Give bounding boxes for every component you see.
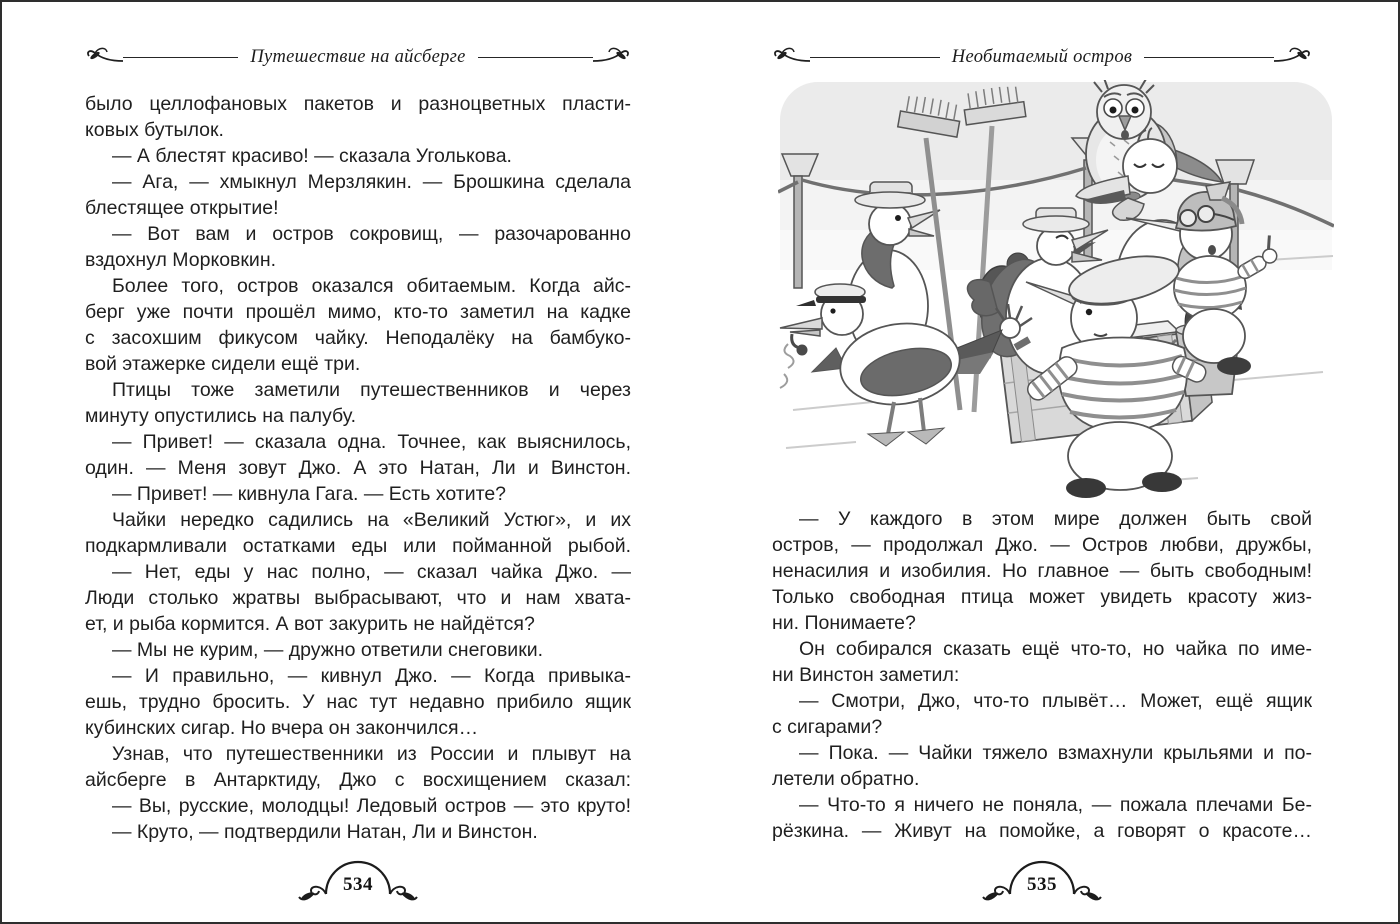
text-line: с засохшим фикусом чайку. Неподалёку на бамбуко- [85, 327, 631, 349]
text-line: — Круто, — подтвердили Натан, Ли и Винстон. [112, 821, 538, 843]
text-line: Чайки нередко садились на «Великий Устюг», и их [112, 509, 631, 531]
right-running-head [772, 46, 1312, 68]
text-line: Он собирался сказать ещё что-то, но чайка по име- [799, 638, 1312, 660]
text-line: Птицы тоже заметили путешественников и через [112, 379, 631, 401]
header-rule [1144, 57, 1274, 58]
right-page [772, 0, 1312, 924]
text-line: — Привет! — сказала одна. Точнее, как выяснилось, [112, 431, 631, 453]
text-line: — Ага, — хмыкнул Мерзлякин. — Брошкина сделала [112, 171, 631, 193]
text-line: берг уже почти прошёл мимо, кто-то заметил на кадке [85, 301, 631, 323]
text-line: минуту опустились на палубу. [85, 405, 356, 427]
text-line: ненасилия и изобилия. Но главное — быть свободным! [772, 560, 1312, 582]
text-line: остров, — продолжал Джо. — Остров любви, дружбы, [772, 534, 1312, 556]
text-line: — Нет, еды у нас полно, — сказал чайка Джо. — [112, 561, 631, 583]
right-page-number: 535 [1027, 874, 1057, 895]
text-line: айсберге в Антарктиду, Джо с восхищением сказал: [85, 769, 631, 791]
right-page-number-ornament [982, 856, 1102, 906]
text-line: — Вы, русские, молодцы! Ледовый остров — это круто! [112, 795, 631, 817]
chapter-title-left: Путешествие на айсберге [250, 47, 466, 67]
left-page-text [85, 91, 631, 845]
text-line: один. — Меня зовут Джо. А это Натан, Ли и Винстон. [85, 457, 631, 479]
text-line: — Что-то я ничего не поняла, — пожала плечами Бе- [799, 794, 1312, 816]
text-line: Узнав, что путешественники из России и плывут на [112, 743, 631, 765]
text-line: — Смотри, Джо, что-то плывёт… Может, ещё ящик [799, 690, 1312, 712]
swan-flourish-right-icon [593, 46, 631, 68]
left-page [85, 0, 631, 924]
text-line: рёзкина. — Живут на помойке, а говорят о красоте… [772, 820, 1312, 842]
text-line: — Пока. — Чайки тяжело взмахнули крыльями и по- [799, 742, 1312, 764]
text-line: летели обратно. [772, 768, 920, 790]
text-line: Только свободная птица может увидеть красоту жиз- [772, 586, 1312, 608]
chapter-title-right: Необитаемый остров [951, 47, 1133, 67]
text-line: вздохнул Морковкин. [85, 249, 277, 271]
text-line: кубинских сигар. Но вчера он закончился… [85, 717, 479, 739]
text-line: Люди столько жратвы выбрасывают, что и нам хвата- [85, 587, 631, 609]
left-page-number: 534 [343, 874, 373, 895]
text-line: блестящее открытие! [85, 197, 279, 219]
text-line: — Привет! — кивнула Гага. — Есть хотите? [112, 483, 507, 505]
text-line: — А блестят красиво! — сказала Уголькова. [112, 145, 512, 167]
story-illustration [778, 80, 1334, 498]
left-running-head [85, 46, 631, 68]
header-rule [478, 57, 593, 58]
text-line: подкармливали остатками еды или пойманной рыбой. [85, 535, 631, 557]
text-line: — И правильно, — кивнул Джо. — Когда привыка- [112, 665, 631, 687]
text-line: с сигарами? [772, 716, 883, 738]
header-rule [810, 57, 940, 58]
text-line: Более того, остров оказался обитаемым. Когда айс- [112, 275, 631, 297]
text-line: — У каждого в этом мире должен быть свой [799, 508, 1312, 530]
text-line: — Вот вам и остров сокровищ, — разочарованно [112, 223, 631, 245]
text-line: — Мы не курим, — дружно ответили снеговики. [112, 639, 544, 661]
header-rule [123, 57, 238, 58]
text-line: ковых бутылок. [85, 119, 224, 141]
text-line: было целлофановых пакетов и разноцветных пласти- [85, 93, 631, 115]
text-line: вой этажерке сидели ещё три. [85, 353, 361, 375]
text-line: ни. Понимаете? [772, 612, 916, 634]
right-page-text [772, 506, 1312, 844]
text-line: ни Винстон заметил: [772, 664, 960, 686]
swan-flourish-right-icon [1274, 46, 1312, 68]
swan-flourish-left-icon [772, 46, 810, 68]
text-line: ет, и рыба кормится. А вот закурить не найдётся? [85, 613, 535, 635]
text-line: ешь, трудно бросить. У нас тут недавно прибило ящик [85, 691, 631, 713]
left-page-number-ornament [298, 856, 418, 906]
swan-flourish-left-icon [85, 46, 123, 68]
